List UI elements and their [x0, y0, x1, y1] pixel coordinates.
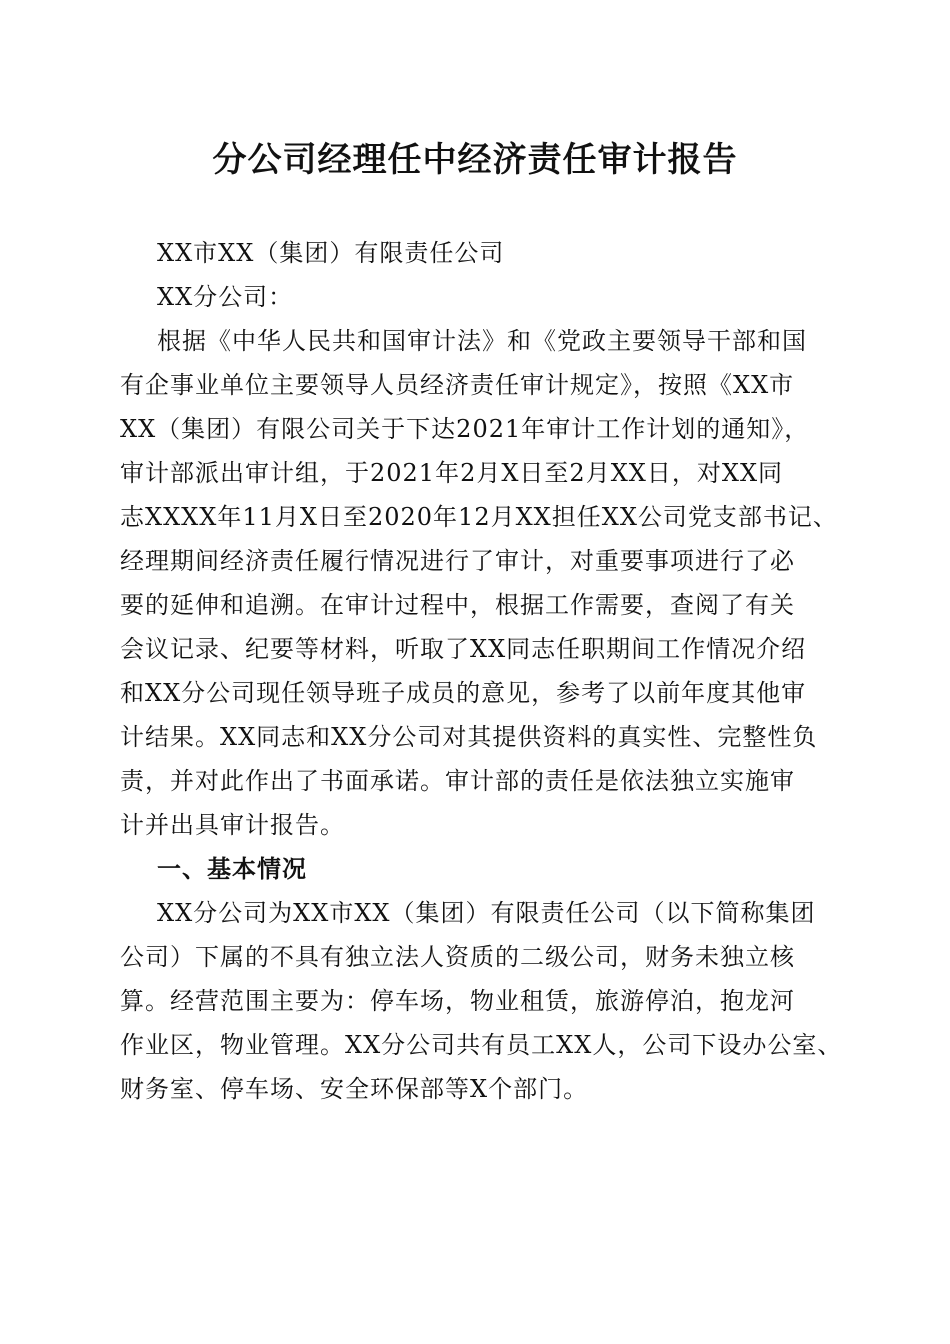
text-line: XX（集团）有限公司关于下达2021年审计工作计划的通知》， [120, 415, 810, 443]
text-line: 责，并对此作出了书面承诺。审计部的责任是依法独立实施审 [120, 767, 795, 795]
text-line: 财务室、停车场、安全环保部等X个部门。 [120, 1075, 589, 1103]
text-line: 志XXXX年11月X日至2020年12月XX担任XX公司党支部书记、 [120, 503, 838, 531]
addressee-line: XX分公司： [157, 283, 294, 311]
text-line: 公司）下属的不具有独立法人资质的二级公司，财务未独立核 [120, 943, 795, 971]
text-line: 要的延伸和追溯。在审计过程中，根据工作需要，查阅了有关 [120, 591, 795, 619]
text-line: 计并出具审计报告。 [120, 811, 345, 839]
text-line: 计结果。XX同志和XX分公司对其提供资料的真实性、完整性负 [120, 723, 818, 751]
text-line: 作业区，物业管理。XX分公司共有员工XX人，公司下设办公室、 [120, 1031, 843, 1059]
text-line: 算。经营范围主要为：停车场，物业租赁，旅游停泊，抱龙河 [120, 987, 795, 1015]
text-line: 经理期间经济责任履行情况进行了审计，对重要事项进行了必 [120, 547, 795, 575]
section-heading: 一、基本情况 [157, 855, 307, 883]
document-title: 分公司经理任中经济责任审计报告 [212, 140, 738, 180]
text-line: 审计部派出审计组，于2021年2月X日至2月XX日，对XX同 [120, 459, 784, 487]
text-line: XX分公司为XX市XX（集团）有限责任公司（以下简称集团 [157, 899, 816, 927]
text-line: 有企事业单位主要领导人员经济责任审计规定》，按照《XX市 [120, 371, 795, 399]
text-line: 会议记录、纪要等材料，听取了XX同志任职期间工作情况介绍 [120, 635, 807, 663]
addressee-line: XX市XX（集团）有限责任公司 [157, 239, 505, 267]
intro-paragraph [120, 319, 838, 847]
document-body [120, 231, 843, 1111]
text-line: 根据《中华人民共和国审计法》和《党政主要领导干部和国 [157, 327, 807, 355]
text-line: 和XX分公司现任领导班子成员的意见，参考了以前年度其他审 [120, 679, 807, 707]
section1-paragraph [120, 891, 843, 1111]
